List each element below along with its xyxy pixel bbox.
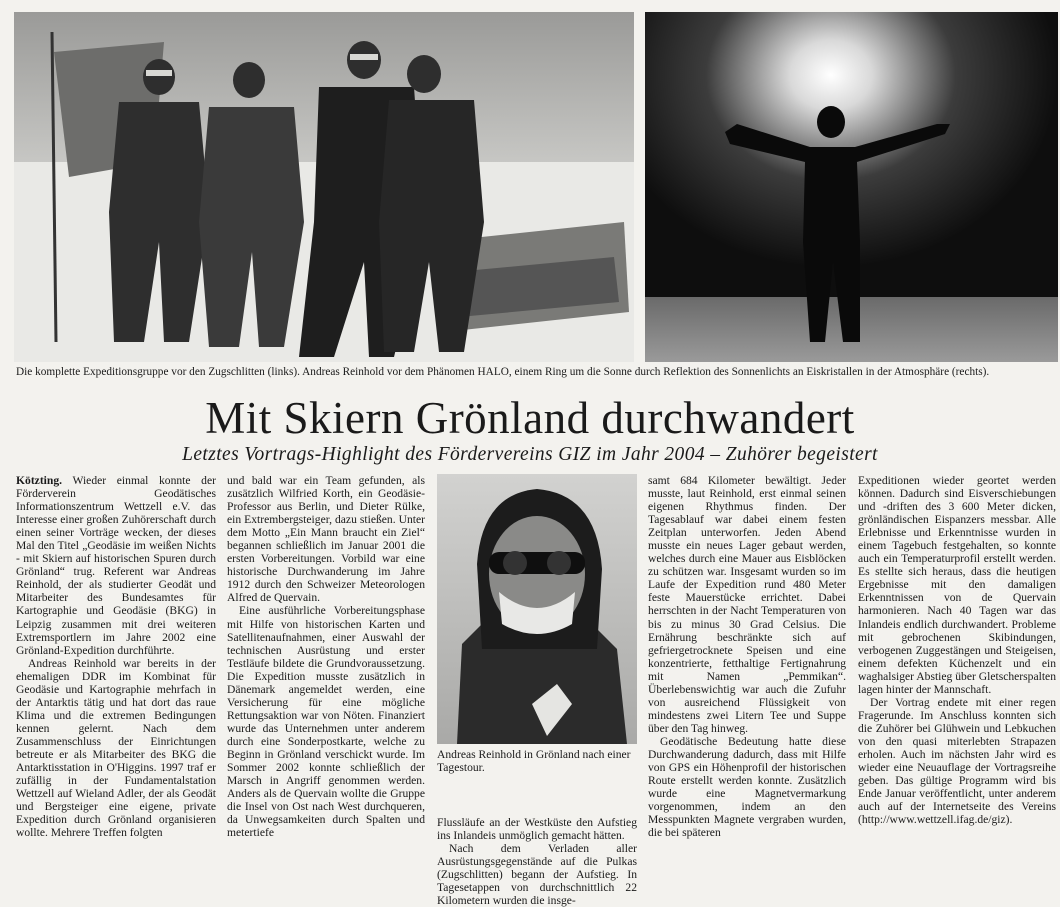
article-column-3 [437, 816, 637, 907]
article-column-2 [227, 474, 425, 839]
halo-silhouette-photo [645, 12, 1058, 362]
column-1-paragraph-1: Wieder einmal konnte der Förderverein Geodätisches Informationszentrum Wettzell e.V. das Interesse einer großen Zuhörerschaft durch einen seiner Vorträge wecken, der dieses Mal den Titel „Geodäsie im weißen Nichts - mit Skiern auf historischen Spuren durch Grönland“ trug. Referent war Andreas Reinhold, der als studierter Geodät und Mitarbeiter des Bundesamtes für Kartographie und Geodäsie (BKG) in Leipzig zusammen mit drei weiteren Extremsportlern im Jahre 2002 eine Grönland-Expedition durchführte. [16, 474, 216, 657]
expedition-group-photo [14, 12, 634, 362]
portrait-photo [437, 474, 637, 744]
column-4-paragraph-2: Geodätische Bedeutung hatte diese Durchwanderung dadurch, dass mit Hilfe von GPS ein Höhenprofil der historischen Route erstellt werden konnte. Zusätzlich wurde eine Magnetvermarkung vorgenommen, indem an den Messpunkten Magnete vergraben wurden, die bei späteren [648, 734, 846, 840]
column-4-paragraph-1: samt 684 Kilometer bewältigt. Jeder musste, laut Reinhold, erst einmal seinen eigenen Rhythmus finden. Der Tagesablauf war dabei einem festen Zeitplan unterworfen. Jeden Abend musste ein neues Lager gebaut werden, welches durch eine Mauer aus Eisblöcken zu schützen war. Insgesamt wurden so im Laufe der Expedition rund 480 Meter feste Mauerstücke errichtet. Dabei herrschten in der Nacht Temperaturen von bis zu minus 30 Grad Celsius. Die Ernährung beschränkte sich auf gefriergetrocknete Speisen und eine konzentrierte, fetthaltige Fertignahrung mit Namen „Pemmikan“. Überlebenswichtig war auch die Zufuhr von ausreichend Flüssigkeit von mindestens zwei Litern Tee und Suppe über den Tag hinweg. [648, 474, 846, 735]
column-2-paragraph-1: und bald war ein Team gefunden, als zusätzlich Wilfried Korth, ein Geodäsie-Professor aus Berlin, und Dieter Rülke, ein Extrembergsteiger, dazu stießen. Unter dem Motto „Ein Mann braucht ein Ziel“ begannen schließlich im Januar 2001 die ersten Vorbereitungen. Vorbild war eine historische Durchwanderung im Jahre 1912 durch den Schweizer Meteorologen Alfred de Quervain. [227, 474, 425, 605]
subheadline: Letztes Vortrags-Highlight des Fördervereins GIZ im Jahr 2004 – Zuhörer begeistert [182, 444, 878, 465]
column-5-paragraph-2: Der Vortrag endete mit einer regen Fragerunde. Im Anschluss konnten sich die Zuhörer bei Glühwein und Lebkuchen von den quasi miterlebten Strapazen erholen. Auch im nächsten Jahr wird es wieder eine Neuauflage der Vortragsreihe geben. Das gültige Programm wird bis Ende Januar veröffentlicht, unter anderem auch auf der Internetseite des Vereins (http://www.wettzell.ifag.de/giz). [858, 695, 1056, 827]
column-2-paragraph-2: Eine ausführliche Vorbereitungsphase mit Hilfe von historischen Karten und Satellitenaufnahmen, einer Auswahl der technischen Ausrüstung und erster Testläufe bildete die Grundvoraussetzung. Die Expedition musste zusätzlich in Dänemark angemeldet werden, eine Versicherung für eine mögliche Rettungsaktion war von Nöten. Finanziert wurde das Unternehmen unter anderem durch eine Sonderpostkarte, welche zu Beginn in Grönland verschickt wurde. Im Sommer 2002 konnte schließlich der Marsch in Angriff genommen werden. Anders als de Quervain wollte die Gruppe die Insel von Ost nach West durchqueren, da Unwegsamkeiten durch Spalten und metertiefe [227, 604, 425, 840]
column-3-paragraph-1: Flussläufe an der Westküste den Aufstieg ins Inlandeis unmöglich gemacht hätten. [437, 816, 637, 843]
top-photo-caption: Die komplette Expeditionsgruppe vor den Zugschlitten (links). Andreas Reinhold vor dem Phänomen HALO, einem Ring um die Sonne durch Reflektion des Sonnenlichts an Eiskristallen in der Atmosphäre (rechts). [16, 366, 990, 378]
dateline: Kötzting. [16, 474, 63, 487]
portrait-caption: Andreas Reinhold in Grönland nach einer Tagestour. [437, 748, 631, 775]
headline: Mit Skiern Grönland durchwandert [205, 393, 855, 443]
article-column-1 [16, 474, 216, 839]
column-1-paragraph-2: Andreas Reinhold war bereits in der ehemaligen DDR im Kombinat für Geodäsie und Kartographie mehrfach in der Antarktis tätig und hat dort das raue Klima und die extremen Bedingungen kennen gelernt. Nach dem Zusammenschluss der Einrichtungen betreute er als Mitarbeiter des BKG die Antarktisstation in O'Higgins. 1997 traf er zufällig in der Fundamentalstation Wettzell auf Wieland Adler, der als Geodät und Bergsteiger eine eigene, private Expedition durch Grönland organisieren wollte. Mehrere Treffen folgten [16, 656, 216, 840]
article-column-5 [858, 474, 1056, 826]
column-5-paragraph-1: Expeditionen wieder geortet werden können. Dadurch sind Eisverschiebungen und -driften des 3 600 Meter dicken, grönländischen Eispanzers messbar. Alle Erlebnisse und Erkenntnisse wurden in einem Tagebuch festgehalten, so konnte auch ein Temperaturprofil erstellt werden. Es stellte sich heraus, dass die heutigen Ergebnisse mit den damaligen Erkenntnissen von de Quervain harmonieren. Nach 40 Tagen war das Inlandeis endlich durchwandert. Probleme mit gebrochenen Skibindungen, verbogenen Zuggestängen und Steigeisen, einem defekten Küchenzelt und ein waghalsiger Abstieg über Gletscherspalten lagen hinter der Mannschaft. [858, 474, 1056, 696]
column-3-paragraph-2: Nach dem Verladen aller Ausrüstungsgegenstände auf die Pulkas (Zugschlitten) begann der Aufstieg. In Tagesetappen von durchschnittlich 22 Kilometern wurden die insge- [437, 842, 637, 907]
article-column-4 [648, 474, 846, 839]
